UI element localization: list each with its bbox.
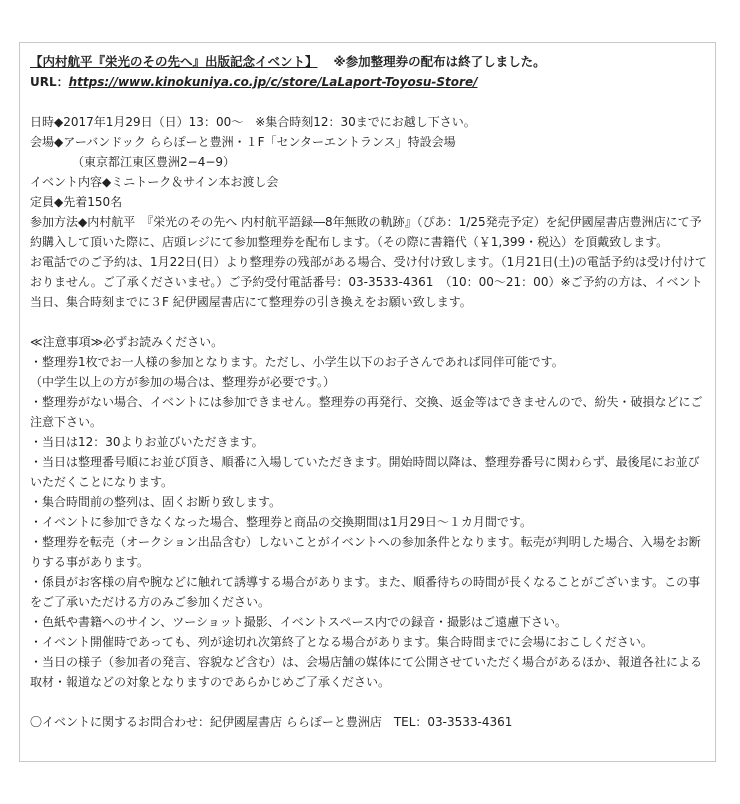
note-item: ・整理券を転売（オークション出品含む）しないことがイベントへの参加条件となります。転売が判明した場合、入場をお断りする事があります。: [30, 535, 701, 569]
title-row: [30, 52, 710, 72]
distribution-ended-notice: ※参加整理券の配布は終了しました。: [333, 54, 546, 69]
store-url-link[interactable]: https://www.kinokuniya.co.jp/c/store/LaLaport-Toyosu-Store/: [68, 75, 478, 89]
event-capacity: 定員◆先着150名: [30, 195, 123, 209]
note-item: ・イベント開催時であっても、列が途切れ次第終了となる場合があります。集合時間までに会場におこしください。: [30, 635, 653, 649]
event-title-link[interactable]: 【内村航平『栄光のその先へ』出版記念イベント】: [30, 54, 318, 69]
spacer: [30, 692, 710, 712]
url-row: [30, 72, 710, 92]
note-item: ・当日は整理番号順にお並び頂き、順番に入場していただきます。開始時間以降は、整理券番号に関わらず、最後尾にお並びいただくことになります。: [30, 455, 700, 489]
event-content: イベント内容◆ミニトーク＆サイン本お渡し会: [30, 175, 279, 189]
participation-method: 参加方法◆内村航平 『栄光のその先へ 内村航平語録―8年無敗の軌跡』（ぴあ：1/25発売予定）を紀伊國屋書店豊洲店にて予約購入して頂いた際に、店頭レジにて参加整理券を配布します。（その際に書籍代（￥1,399・税込）を頂戴致します。: [30, 215, 702, 249]
note-item: ・整理券1枚でお一人様の参加となります。ただし、小学生以下のお子さんであれば同伴可能です。: [30, 355, 564, 369]
note-item: ・イベントに参加できなくなった場合、整理券と商品の交換期間は1月29日～１カ月間です。: [30, 515, 532, 529]
notes-heading: ≪注意事項≫必ずお読みください。: [30, 335, 224, 349]
event-datetime: 日時◆2017年1月29日（日）13：00～ ※集合時刻12：30までにお越し下さい。: [30, 115, 476, 129]
spacer: [30, 312, 710, 332]
note-item: ・集合時間前の整列は、固くお断り致します。: [30, 495, 282, 509]
event-venue: 会場◆アーバンドック ららぽーと豊洲・１F「センターエントランス」特設会場: [30, 135, 456, 149]
event-notice-body: [30, 52, 710, 732]
note-item: ・整理券がない場合、イベントには参加できません。整理券の再発行、交換、返金等はできませんので、紛失・破損などにご注意下さい。: [30, 395, 703, 429]
contact-info: 〇イベントに関するお問合わせ：紀伊國屋書店 ららぽーと豊洲店 TEL：03-3533-4361: [30, 715, 513, 729]
note-item: （中学生以上の方が参加の場合は、整理券が必要です。）: [30, 375, 336, 389]
phone-reservation: お電話でのご予約は、1月22日(日）より整理券の残部がある場合、受け付け致します。（1月21日(土)の電話予約は受け付けておりません。ご了承くださいませ。）ご予約受付電話番号：03-3533-4361 （10：00～21：00）※ご予約の方は、イベント当日、集合時刻までに３F 紀伊國屋書店にて整理券の引き換えをお願い致します。: [30, 255, 707, 309]
note-item: ・当日の様子（参加者の発言、容貌など含む）は、会場店舗の媒体にて公開させていただく場合があるほか、報道各社による取材・報道などの対象となりますのであらかじめご了承ください。: [30, 655, 703, 689]
note-item: ・係員がお客様の肩や腕などに触れて誘導する場合があります。また、順番待ちの時間が長くなることがございます。この事をご了承いただける方のみご参加ください。: [30, 575, 701, 609]
url-label: URL：: [30, 75, 69, 89]
note-item: ・色紙や書籍へのサイン、ツーショット撮影、イベントスペース内での録音・撮影はご遠慮下さい。: [30, 615, 568, 629]
spacer: [30, 92, 710, 112]
note-item: ・当日は12：30よりお並びいただきます。: [30, 435, 264, 449]
event-address: （東京都江東区豊洲2−4−9）: [72, 155, 236, 169]
